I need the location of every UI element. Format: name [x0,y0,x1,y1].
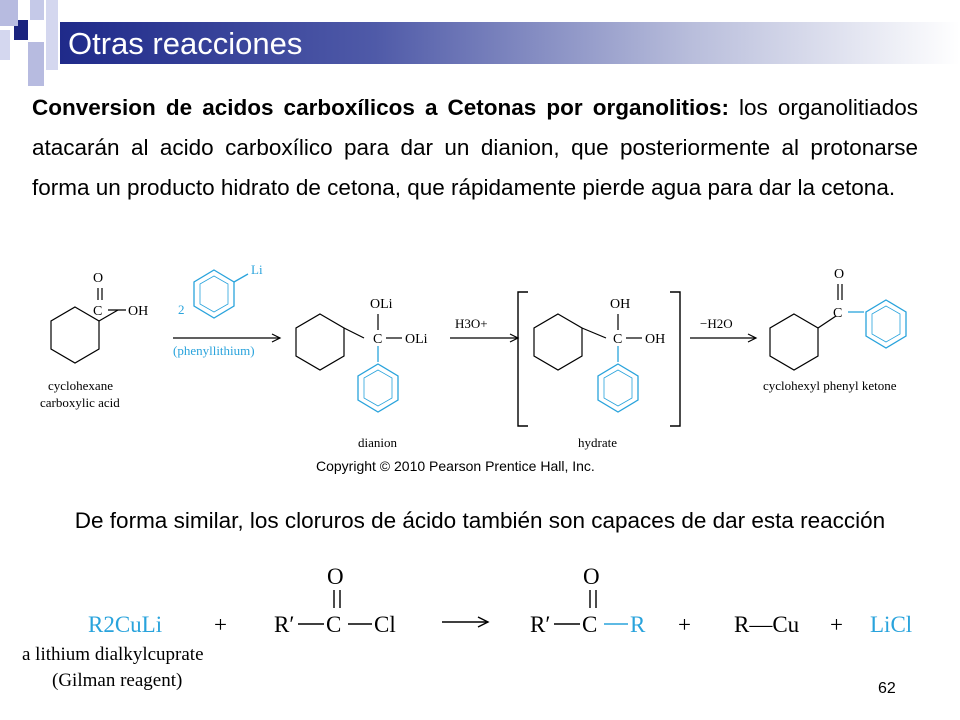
intro-bold-heading: Conversion de acidos carboxílicos a Cetonas por organolitios: [32,95,729,120]
product-carbonyl-O: O [834,267,845,282]
byproduct-LiCl: LiCl [870,612,913,637]
acyl-chloride-R: R′ [274,612,295,637]
slide-title: Otras reacciones [68,26,303,61]
deco-square-lavender [30,0,44,20]
deco-square-lavender [0,30,10,60]
hydrate-OH-right: OH [645,332,666,347]
dianion-label: dianion [358,435,397,450]
page-number: 62 [878,680,896,697]
acyl-chloride-Cl: Cl [374,612,396,637]
product-label: cyclohexyl phenyl ketone [763,378,897,393]
ketone-C: C [582,612,598,637]
reactant-label-line1: cyclohexane [48,378,113,393]
reactant-carbonyl-O: O [93,271,104,286]
reactant-C: C [93,304,103,319]
phenyllithium-coefficient: 2 [178,302,185,317]
similar-reaction-text: De forma similar, los cloruros de ácido también son capaces de dar esta reacción [74,508,886,533]
phenyllithium-name: (phenyllithium) [173,343,255,358]
ketone-R-prime: R′ [530,612,551,637]
intro-paragraph [32,88,918,208]
hydrate-OH-top: OH [610,297,631,312]
deco-square-lavender [46,0,58,70]
dianion-C: C [373,332,383,347]
dianion-OLi-right: OLi [405,332,428,347]
plus-sign: + [830,612,843,637]
byproduct-R-Cu: R—Cu [734,612,800,637]
reactant-OH: OH [128,304,149,319]
reactant-label-line2: carboxylic acid [40,395,120,410]
intro-body-text: los organolitiados atacarán al acido carboxílico para dar un dianion, que posteriormente al protonarse forma un producto hidrato de cetona, que rápidamente pierde agua para dar la cetona. [32,95,918,200]
plus-sign: + [214,612,227,637]
gilman-reagent-formula: R2CuLi [88,612,163,637]
deco-square-lavender [0,0,18,26]
reaction-scheme-gilman [18,560,930,692]
plus-sign: + [678,612,691,637]
phenyllithium-Li: Li [251,262,263,277]
step3-reagent: −H2O [700,316,733,331]
gilman-name-line1: a lithium dialkylcuprate [22,644,204,665]
product-C: C [833,306,843,321]
hydrate-label: hydrate [578,435,617,450]
copyright-notice: Copyright © 2010 Pearson Prentice Hall, Inc. [316,458,595,474]
reaction-scheme-organolithium [18,252,940,482]
step2-reagent: H3O+ [455,316,488,331]
deco-square-lavender [28,42,44,86]
acyl-chloride-O: O [327,564,344,589]
dianion-OLi-top: OLi [370,297,393,312]
ketone-O: O [583,564,600,589]
hydrate-C: C [613,332,623,347]
gilman-name-line2: (Gilman reagent) [52,670,183,691]
acyl-chloride-C: C [326,612,342,637]
ketone-R: R [630,612,646,637]
